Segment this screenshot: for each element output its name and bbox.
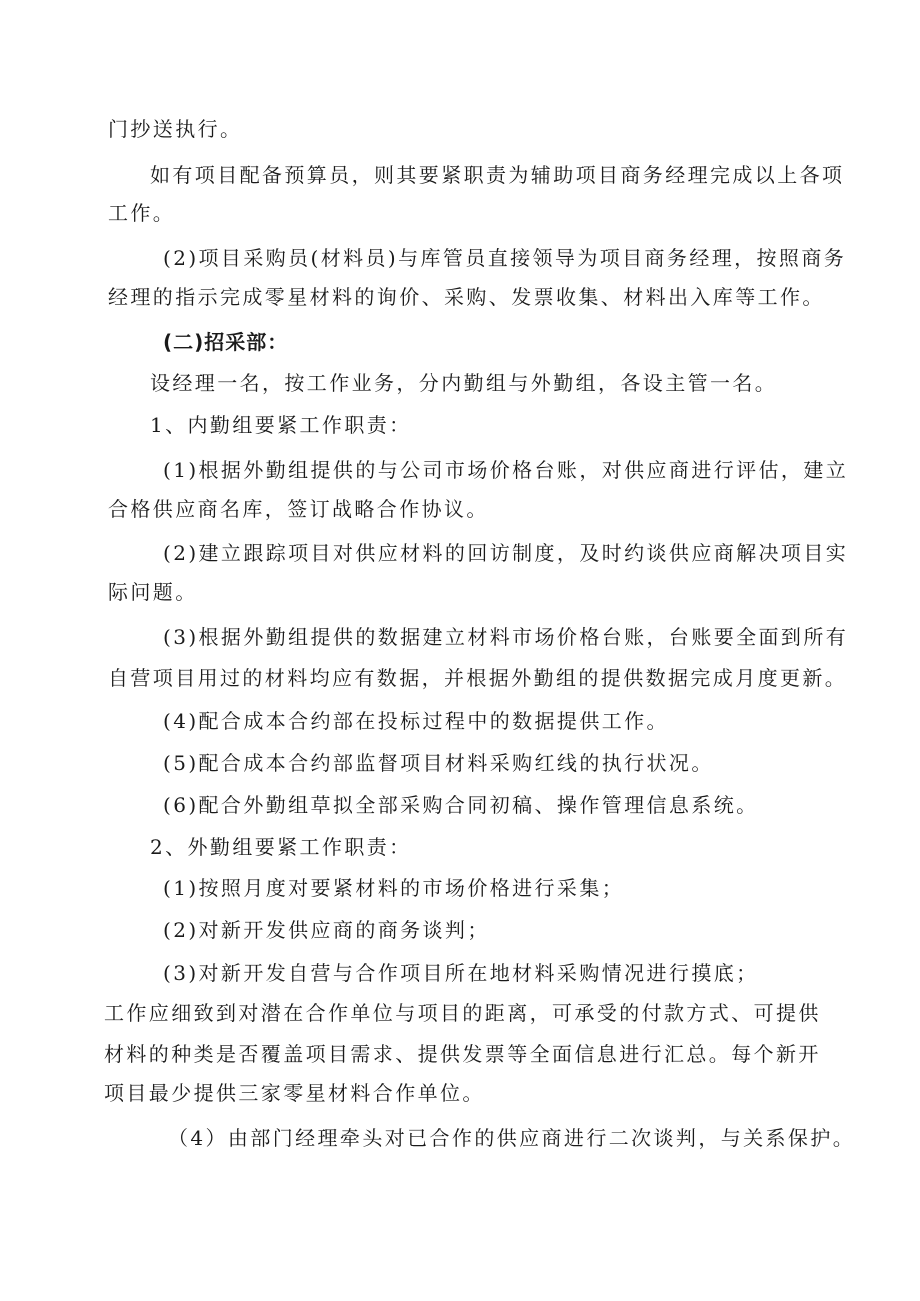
text-line-14: 自营项目用过的材料均应有数据，并根据外勤组的提供数据完成月度更新。 [108, 666, 848, 690]
subsection-heading-2: 2、外勤组要紧工作职责： [150, 835, 412, 859]
text-line-15: (4)配合成本合约部在投标过程中的数据提供工作。 [163, 709, 669, 733]
text-line-12: 际问题。 [108, 580, 198, 604]
text-line-19: (1)按照月度对要紧材料的市场价格进行采集； [163, 876, 625, 900]
text-line-17: (6)配合外勤组草拟全部采购合同初稿、操作管理信息系统。 [163, 793, 759, 817]
text-line-7: 设经理一名，按工作业务，分内勤组与外勤组，各设主管一名。 [150, 371, 778, 395]
text-line-21: (3)对新开发自营与合作项目所在地材料采购情况进行摸底； [163, 961, 759, 985]
text-line-23: 材料的种类是否覆盖项目需求、提供发票等全面信息进行汇总。每个新开 [104, 1042, 821, 1066]
text-line-3: 工作。 [108, 201, 176, 225]
text-line-16: (5)配合成本合约部监督项目材料采购红线的执行状况。 [163, 751, 714, 775]
section-heading: (二)招采部： [163, 330, 289, 354]
text-line-13: (3)根据外勤组提供的数据建立材料市场价格台账，台账要全面到所有 [163, 625, 849, 649]
text-line-22: 工作应细致到对潜在合作单位与项目的距离，可承受的付款方式、可提供 [104, 1001, 821, 1025]
text-line-10: 合格供应商名库，签订战略合作协议。 [108, 497, 489, 521]
text-line-20: (2)对新开发供应商的商务谈判； [163, 918, 490, 942]
text-line-1: 门抄送执行。 [108, 117, 243, 141]
subsection-heading-1: 1、内勤组要紧工作职责： [150, 413, 412, 437]
text-line-5: 经理的指示完成零星材料的询价、采购、发票收集、材料出入库等工作。 [108, 285, 825, 309]
text-line-9: (1)根据外勤组提供的与公司市场价格台账，对供应商进行评估，建立 [163, 458, 849, 482]
text-line-24: 项目最少提供三家零星材料合作单位。 [104, 1081, 485, 1105]
text-line-4: (2)项目采购员(材料员)与库管员直接领导为项目商务经理，按照商务 [163, 246, 847, 270]
text-line-11: (2)建立跟踪项目对供应材料的回访制度，及时约谈供应商解决项目实 [163, 541, 849, 565]
text-line-2: 如有项目配备预算员，则其要紧职责为辅助项目商务经理完成以上各项 [150, 163, 845, 187]
text-line-25: （4）由部门经理牵头对已合作的供应商进行二次谈判，与关系保护。 [168, 1126, 856, 1150]
